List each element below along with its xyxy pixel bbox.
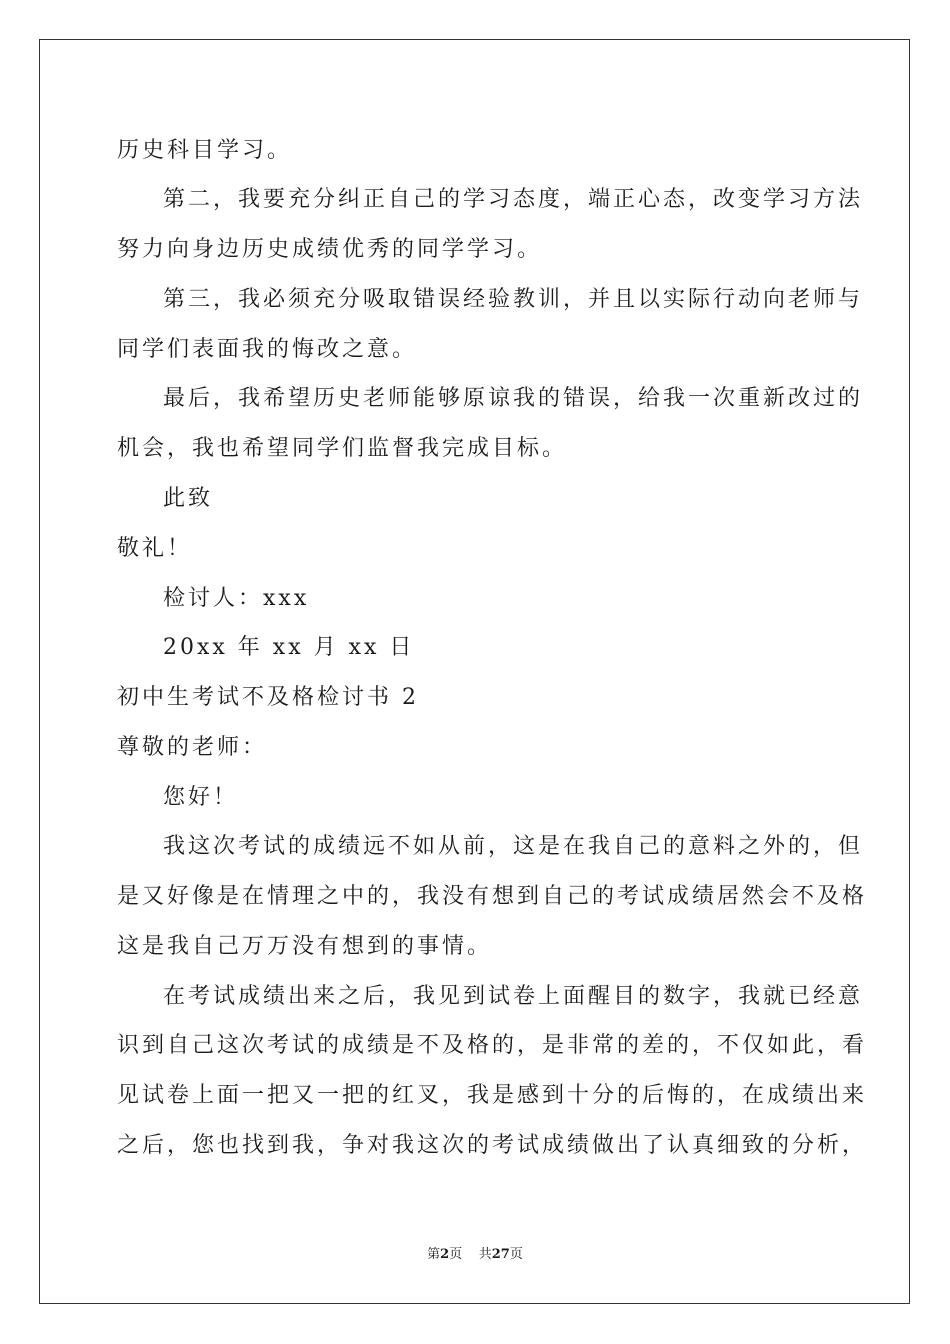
text-line: 识到自己这次考试的成绩是不及格的，是非常的差的，不仅如此，看 [117,1033,868,1058]
greeting-line: 您好！ [163,785,239,810]
text-line: 努力向身边历史成绩优秀的同学学习。 [117,237,543,262]
text-line: 之后，您也找到我，争对我这次的考试成绩做出了认真细致的分析， [117,1133,868,1158]
footer-page-number: 2 [440,1247,450,1262]
date-line: 20xx 年 xx 月 xx 日 [163,635,415,660]
text-line: 最后，我希望历史老师能够原谅我的错误，给我一次重新改过的 [163,386,864,411]
footer-total-suffix: 页 [509,1247,523,1262]
text-line: 机会，我也希望同学们监督我完成目标。 [117,436,568,461]
footer-page-suffix: 页 [449,1247,463,1262]
text-line: 是又好像是在情理之中的，我没有想到自己的考试成绩居然会不及格 [117,884,868,909]
footer-page-prefix: 第 [427,1247,441,1262]
closing-regards: 敬礼！ [117,536,193,561]
text-line: 见试卷上面一把又一把的红叉，我是感到十分的后悔的，在成绩出来 [117,1083,868,1108]
text-line: 这是我自己万万没有想到的事情。 [117,934,493,959]
signature-line: 检讨人：xxx [163,586,310,611]
text-line: 在考试成绩出来之后，我见到试卷上面醒目的数字，我就已经意 [163,984,864,1009]
greeting-line: 尊敬的老师： [117,735,268,760]
page-footer [0,1246,950,1264]
text-line: 第三，我必须充分吸取错误经验教训，并且以实际行动向老师与 [163,287,864,312]
text-line: 同学们表面我的悔改之意。 [117,337,418,362]
page-frame [39,39,910,1304]
text-line: 第二，我要充分纠正自己的学习态度，端正心态，改变学习方法 [163,187,864,212]
closing-salutation: 此致 [163,486,214,511]
footer-total-pages: 27 [491,1247,510,1262]
text-line: 我这次考试的成绩远不如从前，这是在我自己的意料之外的，但 [163,834,864,859]
text-line: 历史科目学习。 [117,138,293,163]
section-title: 初中生考试不及格检讨书 2 [117,685,419,710]
footer-total-prefix: 共 [478,1247,492,1262]
